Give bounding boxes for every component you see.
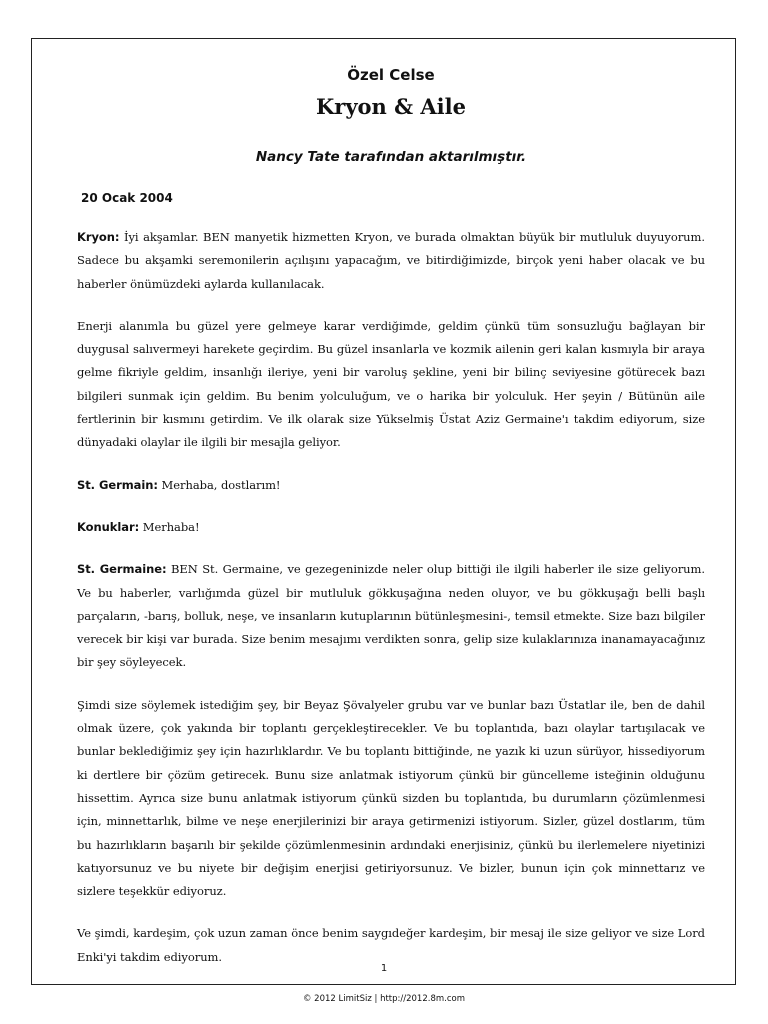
paragraph-guests-reply [77,516,705,539]
paragraph-white-knights [77,694,705,904]
paragraph-st-germain-greeting [77,474,705,497]
pre-title: Özel Celse [347,66,435,84]
speaker-label: Konuklar: [77,519,140,534]
paragraph-text: İyi akşamlar. BEN manyetik hizmetten Kryon, ve burada olmaktan büyük bir mutluluk duyuyorum. Sadece bu akşamki seremonilerin açılışını yapacağım, ve bitirdiğimizde, birçok yeni haber olacak ve bu haberler önümüzdeki aylarda kullanılacak. [77,230,705,291]
paragraph-kryon-intro [77,226,705,296]
footer-copyright: © 2012 LimitSiz | http://2012.8m.com [302,994,465,1004]
document-body [77,64,705,969]
paragraph-text: Enerji alanımla bu güzel yere gelmeye karar verdiğimde, geldim çünkü tüm sonsuzluğu bağlayan bir duygusal salıvermeyi harekete geçirdim. Bu güzel insanlarla ve kozmik ailenin geri kalan kısmıyla bir araya gelme fikriyle geldim, insanlığı ileriye, yeni bir varoluş şekline, yeni bir bilinç seviyesine götürecek bazı bilgileri sunmak için geldim. Bu benim yolculuğum, ve o harika bir yolculuk. Her şeyin / Bütünün aile fertlerinin bir kısmını getirdim. Ve ilk olarak size Yükselmiş Üstat Aziz Germaine'ı takdim ediyorum, size dünyadaki olaylar ile ilgili bir mesajla geliyor. [77,318,705,450]
speaker-label: St. Germaine: [77,562,167,577]
paragraph-text: Ve şimdi, kardeşim, çok uzun zaman önce benim saygıdeğer kardeşim, bir mesaj ile size geliyor ve size Lord Enki'yi takdim ediyorum. [77,926,705,964]
paragraph-text: Merhaba! [139,519,200,534]
paragraph-text: BEN St. Germaine, ve gezegeninizde neler olup bittiği ile ilgili haberler ile size geliyorum. Ve bu haberler, varlığımda güzel bir mutluluk gökkuşağına neden oluyor, ve bu gökkuşağı belli başlı parçaların, -barış, bolluk, neşe, ve insanların kutuplarının bütünleşmesini-, temsil etmekte. Size bazı bilgiler verecek bir kişi var burada. Size benim mesajımı verdikten sonra, gelip size kulaklarınıza inanamayacağınız bir şey söyleyecek. [77,562,705,670]
paragraph-text: Şimdi size söylemek istediğim şey, bir Beyaz Şövalyeler grubu var ve bunlar bazı Üstatlar ile, ben de dahil olmak üzere, çok yakında bir toplantı gerçekleştirecekler. Ve bu toplantıda, bazı olaylar tartışılacak ve bunlar beklediğimiz şey için hazırlıklardır. Ve bu toplantı bittiğinde, ne yazık ki uzun sürüyor, hissediyorum ki dertlere bir çözüm getirecek. Bunu size anlatmak istiyorum çünkü bir güncelleme isteğinin olduğunu hissettim. Ayrıca size bunu anlatmak istiyorum çünkü sizden bu toplantıda, bu durumların çözümlenmesi için, minnettarlık, bilme ve neşe enerjilerinizi bir araya getirmenizi istiyorum. Sizler, güzel dostlarım, tüm bu hazırlıkların başarılı bir şekilde çözümlenmesinin ardındaki enerjisiniz, çünkü bu ilerlemelere niyetinizi katıyorsunuz ve bu niyete bir değişim enerjisi getiriyorsunuz. Ve bizler, bunun için çok minnettarız ve sizlere teşekkür ediyoruz. [77,697,705,899]
paragraph-text: Merhaba, dostlarım! [157,477,281,492]
date: 20 Ocak 2004 [81,191,173,205]
byline: Nancy Tate tarafından aktarılmıştır. [255,149,527,165]
page-number: 1 [380,963,388,974]
speaker-label: St. Germain: [77,477,158,492]
page-title: Kryon & Aile [316,94,466,119]
paragraph-energy-field [77,315,705,455]
speaker-label: Kryon: [77,230,120,244]
paragraph-st-germaine-news [77,558,705,674]
